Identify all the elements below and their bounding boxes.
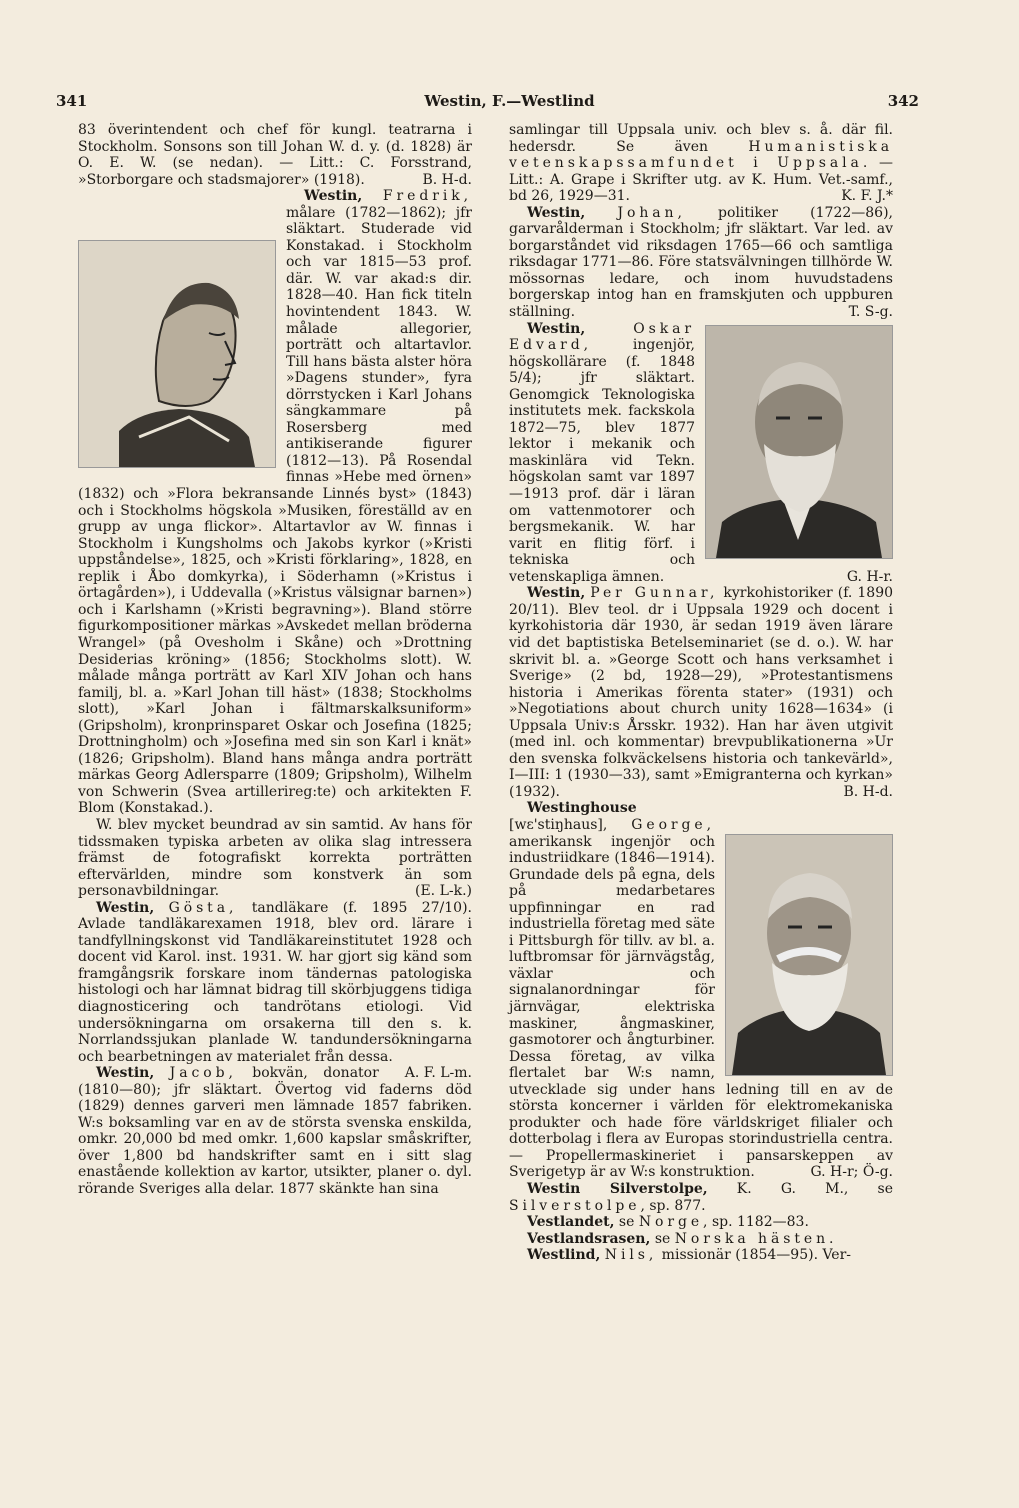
given-name: Jacob,	[169, 1065, 237, 1082]
headword: Westin,	[96, 899, 155, 916]
given-name: Johan,	[617, 204, 686, 221]
headword: Westinghouse	[527, 800, 637, 817]
running-header	[0, 92, 1019, 118]
portrait-fredrik-westin	[78, 240, 276, 468]
signature: A. F. L-m.	[404, 1065, 472, 1082]
entry-westin-jacob: Westin, Jacob, bokvän, donator (1810—80); jfr släktart. Övertog vid faderns död (1829) dennes garveri men lämnade 1857 fabriken. W:s boksamling var en av de största svenska enskilda, omkr. 20,000 bd med omkr. 1,600 kapslar småskrifter, över 1,800 bd handskrifter samt en i sitt slag enastående kollektion av kartor, utsikter, planer o. dyl. rörande Sveriges alla delar. 1877 skänkte han sina	[78, 1065, 472, 1197]
page-number-right: 342	[887, 92, 919, 110]
headword: Westlind,	[527, 1247, 601, 1264]
signature: G. H-r.	[846, 568, 893, 585]
engraving-portrait-icon	[726, 835, 892, 1075]
headword: Westin,	[527, 320, 586, 337]
headword: Vestlandsrasen,	[527, 1230, 651, 1247]
headword: Westin,	[527, 204, 586, 221]
entry-vestlandet: Vestlandet, se Norge, sp. 1182—83.	[527, 1214, 809, 1231]
given-name: Oskar Edvard,	[509, 320, 695, 354]
cross-reference: Silverstolpe	[509, 1197, 641, 1214]
headword: Westin,	[96, 1065, 155, 1082]
cross-reference: Humanistiska vetenskapssamfundet i Uppsala	[509, 138, 893, 172]
right-column	[509, 122, 893, 1264]
photo-portrait-icon	[706, 326, 892, 558]
entry-paragraph: W. blev mycket beundrad av sin samtid. Av hans för tidssmaken typiska arbeten av olika slag intressera främst de fotografiskt korrekta porträtten eftervärlden, mindre som konstverk än som personavbildningar. (E. L-k.)	[78, 816, 472, 900]
given-name: Per Gunnar,	[590, 585, 719, 602]
engraving-portrait-icon	[79, 241, 275, 467]
signature: T. S-g.	[848, 304, 893, 321]
cross-reference: Norge	[638, 1214, 704, 1231]
entry-westin-fredrik: Westin, Fredrik, målare (1782—1862); jfr släktart. Studerade vid Konstakad. i Stockholm och var 1815—53 prof. där. W. var akad:s dir. 1828—40. Han fick titeln hovintendent 1843. W. målade allegorier, porträtt och altartavlor. Till hans bästa alster höra »Dagens stunder», fyra dörrstycken i Karl Johans sängkammare på Rosersberg med antikiserande figurer (1812—13). På Rosendal finnas »Hebe med örnen» (1832) och »Flora bekransande Linnés byst» (1843) och i Stockholms högskola »Musiken, föreställd av en grupp av unga flickor». Altartavlor av W. finnas i Stockholm i Kungsholms och Jakobs kyrkor (»Kristi uppståndelse», 1825, och »Kristi förklaring», 1828, en replik i Åbo domkyrka), i Söderhamn (»Kristus i örtagården»), i Uddevalla (»Kristus välsignar barnen») och i Karlshamn (»Kristi begravning»). Bland större figurkompositioner märkas »Avskedet mellan bröderna Wrangel» (på Ovesholm i Skåne) och »Drottning Desiderias kröning» (1856; Stockholms slott). W. målade många porträtt av Karl XIV Johan och hans familj, bl. a. »Karl Johan till häst» (1838; Stockholms slott), »Karl Johan i fältmarskalksuniform» (Gripsholm), kronprinsparet Oskar och Josefina (1825; Drottningholm) och »Josefina med sin son Karl i knät» (1826; Gripsholm). Bland hans många andra porträtt märkas Georg Adlersparre (1809; Gripsholm), Wilhelm von Schwerin (Svea artillerireg:te) och arkitekten F. Blom (Konstakad.).	[78, 188, 472, 817]
entry-vestlandsrasen: Vestlandsrasen, se Norska hästen.	[527, 1230, 834, 1247]
headword: Westin,	[304, 188, 363, 205]
signature: B. H-d.	[422, 171, 472, 188]
headword: Vestlandet,	[527, 1214, 615, 1231]
entry-westin-silverstolpe: Westin Silverstolpe, K. G. M., se Silverstolpe, sp. 877.	[509, 1181, 893, 1214]
entry-westin-gunnar: Westin, Per Gunnar, kyrkohistoriker (f. 1890 20/11). Blev teol. dr i Uppsala 1929 och docent i kyrkohistoria där 1930, är sedan 1919 även lärare vid det baptistiska Betelseminariet (se d. o.). W. har skrivit bl. a. »George Scott och hans verksamhet i Sverige» (2 bd, 1928—29), »Protestantismens historia i Amerikas förenta stater» (1931) och »Negotiations about church unity 1628—1634» (i Uppsala Univ:s Årsskr. 1932). Han har även utgivit (med inl. och kommentar) brevpublikationerna »Ur den svenska folkväckelsens historia och tankevärld», I—III: 1 (1930—33), samt »Emigranterna och kyrkan» (1932). B. H-d.	[509, 585, 894, 800]
entry-continuation: 83 överintendent och chef för kungl. teatrarna i Stockholm. Sonsons son till Johan W. d. y. (d. 1828) är O. E. W. (se nedan). — Litt.: C. Forsstrand, »Storborgare och stadsmajorer» (1918). B. H-d.	[78, 122, 472, 188]
signature: G. H-r; Ö-g.	[810, 1164, 893, 1181]
headword: Westin Silverstolpe,	[527, 1181, 708, 1197]
entry-westin-oskar: Westin, Oskar Edvard, ingenjör, högskollärare (f. 1848 5/4); jfr släktart. Genomgick Teknologiska institutets mek. fackskola 1872—75, blev 1877 lektor i mekanik och maskinlära vid Tekn. högskolan samt var 1897—1913 prof. där i läran om vattenmotorer och bergsmekanik. W. har varit en flitig förf. i tekniska och vetenskapliga ämnen. G. H-r.	[509, 320, 893, 585]
pronunciation: [wɛ'stiŋhaus],	[509, 816, 608, 833]
entry-westlind: Westlind, Nils, missionär (1854—95). Ver-	[527, 1247, 852, 1264]
given-name: Nils,	[604, 1247, 658, 1264]
entry-westinghouse: Westinghouse [wɛ'stiŋhaus], George, amerikansk ingenjör och industriidkare (1846—1914). Grundade dels på egna, dels på medarbetares uppfinningar en rad industriella företag med säte i Pittsburgh för tillv. av bl. a. luftbromsar för järnvägståg, växlar och signalanordningar för järnvägar, elektriska maskiner, ångmaskiner, gasmotorer och ångturbiner. Dessa företag, av vilka flertalet bar W:s namn, utvecklade sig under hans ledning till en av de största koncerner i världen för elektromekaniska produkter och hade före världskriget filialer och dotterbolag i flera av Europas storindustriella centra. — Propellermaskineriet i pansarskeppen av Sverigetyp är av W:s konstruktion. G. H-r; Ö-g.	[509, 800, 893, 1181]
page-number-left: 341	[56, 92, 88, 110]
left-column	[78, 122, 472, 1198]
portrait-oskar-westin	[705, 325, 893, 559]
entry-continuation: samlingar till Uppsala univ. och blev s. å. där fil. hedersdr. Se även Humanistiska vetenskapssamfundet i Uppsala. — Litt.: A. Grape i Skrifter utg. av K. Hum. Vet.-samf., bd 26, 1929—31. K. F. J.*	[509, 122, 893, 205]
cross-reference: Norska hästen	[674, 1230, 830, 1247]
given-name: Gösta,	[168, 899, 238, 916]
headword: Westin,	[527, 585, 586, 602]
entry-westin-gosta: Westin, Gösta, tandläkare (f. 1895 27/10). Avlade tandläkarexamen 1918, blev ord. lärare i tandfyllningskonst vid Tandläkareinstitutet 1928 och docent vid Karol. inst. 1931. W. har gjort sig känd som framgångsrik forskare inom tändernas patologiska histologi och har lämnat bidrag till skörbjuggens tidiga diagnosticering och tandrötans etiologi. Vid undersökningarna om orsakerna till den s. k. Norrlandssjukan planlade W. tandundersökningarna och bearbetningen av materialet från dessa. A. F. L-m.	[78, 899, 473, 1082]
given-name: George,	[631, 816, 715, 833]
portrait-george-westinghouse	[725, 834, 893, 1076]
signature: B. H-d.	[843, 783, 893, 800]
signature: K. F. J.*	[841, 188, 893, 205]
entry-westin-johan: Westin, Johan, politiker (1722—86), garvarålderman i Stockholm; jfr släktart. Var led. av borgarståndet vid riksdagen 1765—66 och samtliga riksdagar 1771—86. Före statsvälvningen tillhörde W. mössornas ledare, och inom huvudstadens borgerskap intog han en framskjuten och uppburen ställning. T. S-g.	[509, 204, 893, 321]
given-name: Fredrik,	[382, 188, 472, 205]
running-title: Westin, F.—Westlind	[424, 92, 595, 110]
signature: (E. L-k.)	[414, 883, 472, 900]
